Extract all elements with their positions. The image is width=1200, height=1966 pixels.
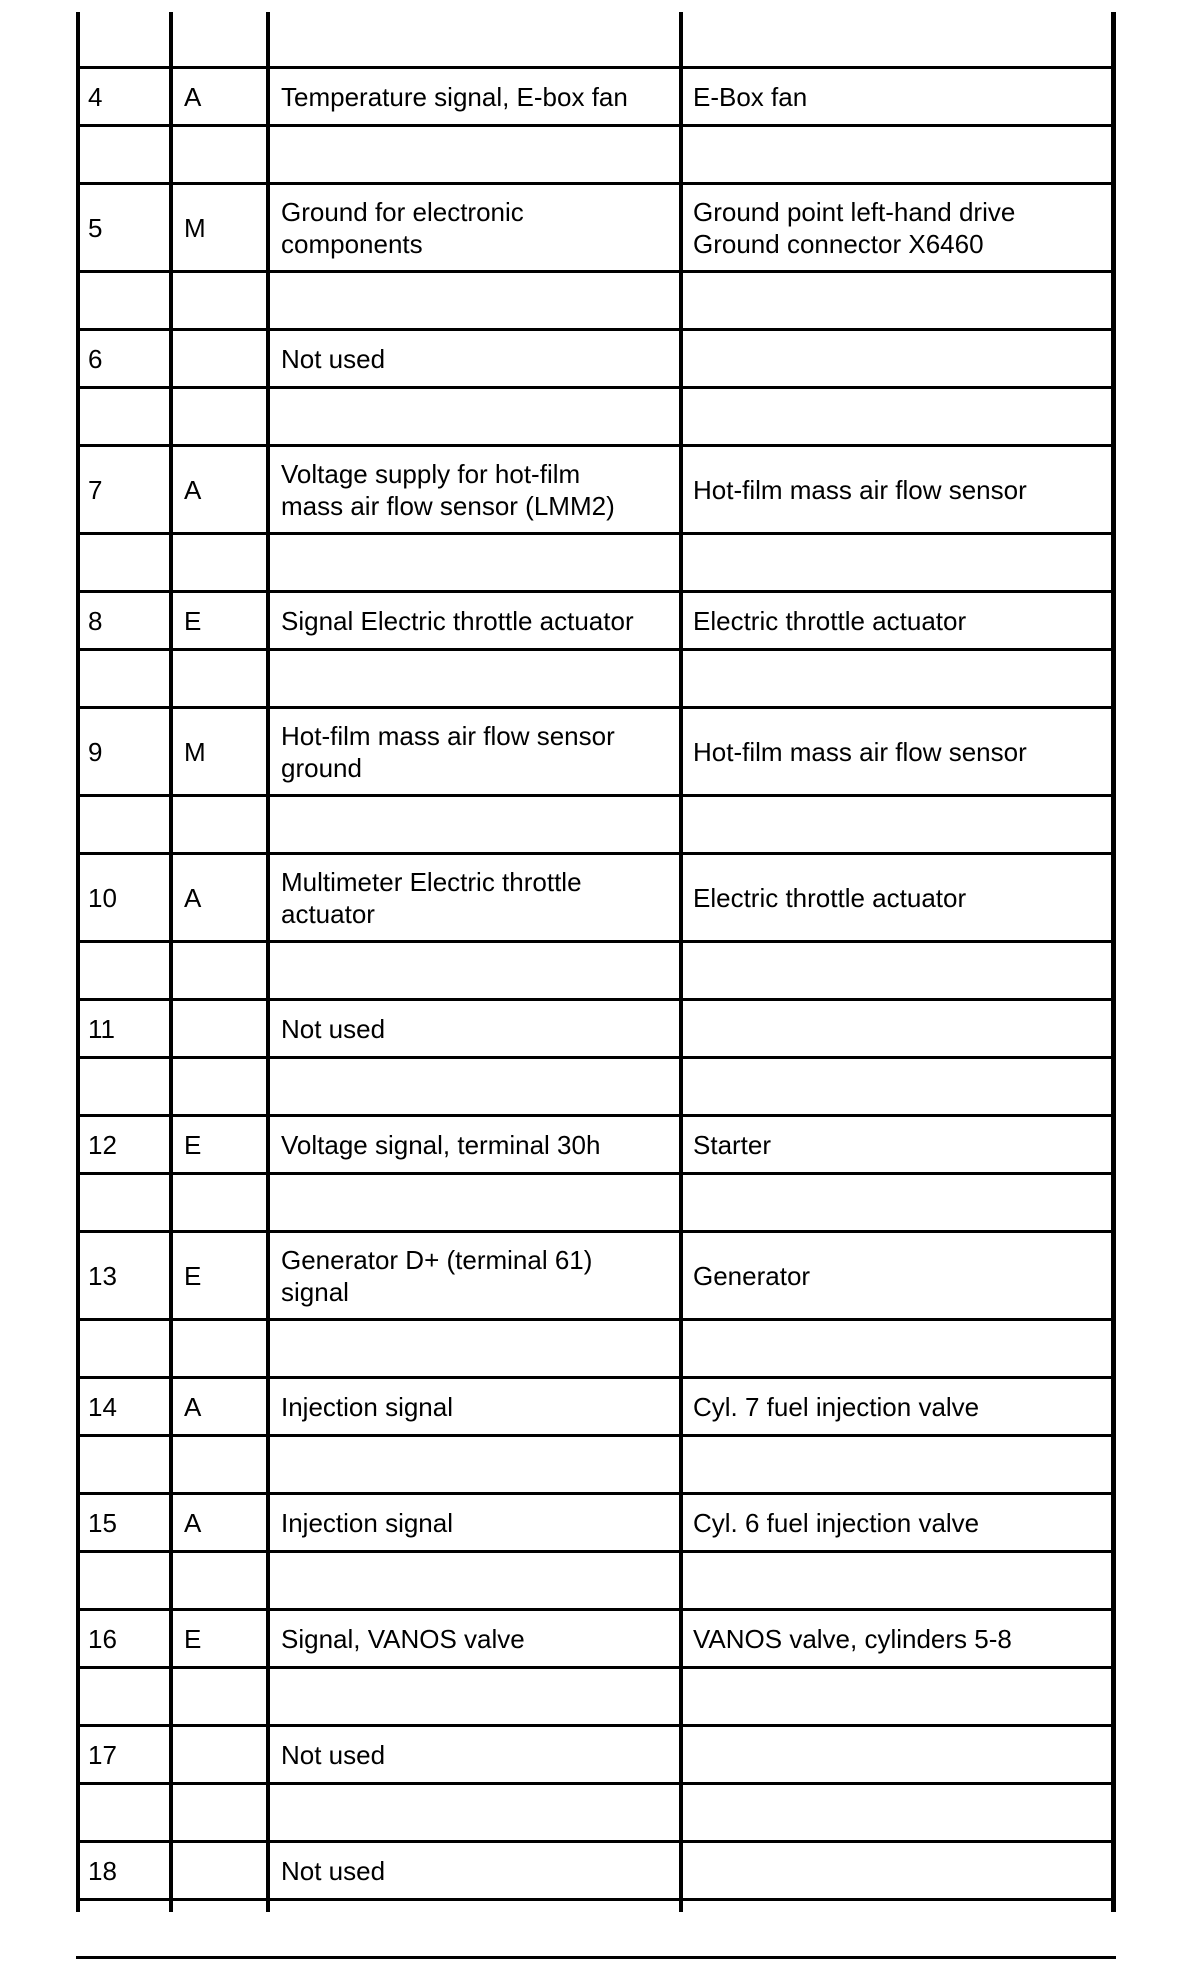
row-border [76, 1230, 1116, 1233]
description-line: Not used [281, 1740, 386, 1770]
pin-number: 17 [88, 1740, 117, 1770]
pin-number: 7 [88, 475, 103, 505]
pin-number: 16 [88, 1624, 117, 1654]
description-cell [281, 458, 615, 522]
row-border [76, 852, 1116, 855]
pin-number-cell [88, 736, 102, 768]
pin-number-cell [88, 1739, 117, 1771]
pin-number-cell [88, 343, 102, 375]
component-line: Cyl. 7 fuel injection valve [693, 1392, 980, 1422]
signal-type-cell [184, 81, 201, 113]
description-cell [281, 1739, 385, 1771]
pin-number-cell [88, 882, 117, 914]
row-border [76, 182, 1116, 185]
pin-number-cell [88, 1013, 115, 1045]
row-border [76, 590, 1116, 593]
signal-type-cell [184, 212, 206, 244]
column-divider-description-component [679, 12, 683, 1912]
signal-type: A [184, 1392, 202, 1422]
row-border [76, 1666, 1116, 1669]
row-border [76, 998, 1116, 1001]
pin-number-cell [88, 474, 102, 506]
signal-type: A [184, 1508, 202, 1538]
component-cell [693, 736, 1027, 768]
description-line: Injection signal [281, 1392, 453, 1422]
signal-type-cell [184, 1507, 201, 1539]
row-border [76, 124, 1116, 127]
description-cell [281, 1855, 385, 1887]
component-cell [693, 1391, 979, 1423]
signal-type-cell [184, 1391, 201, 1423]
row-border [76, 1434, 1116, 1437]
pin-number: 8 [88, 606, 103, 636]
row-border [76, 1724, 1116, 1727]
description-line: actuator [281, 899, 375, 929]
description-cell [281, 605, 634, 637]
description-line: Voltage supply for hot-film [281, 459, 581, 489]
pin-number-cell [88, 1507, 117, 1539]
row-border [76, 1782, 1116, 1785]
signal-type-cell [184, 605, 201, 637]
description-line: Temperature signal, E-box fan [281, 82, 628, 112]
pin-number-cell [88, 1260, 117, 1292]
pin-number-cell [88, 1623, 117, 1655]
column-divider-pin-type [169, 12, 173, 1912]
row-border [76, 1898, 1116, 1901]
signal-type-cell [184, 1129, 201, 1161]
pin-number-cell [88, 81, 102, 113]
component-cell [693, 81, 807, 113]
pin-number-cell [88, 1391, 117, 1423]
pin-number-cell [88, 1129, 117, 1161]
component-line: VANOS valve, cylinders 5-8 [693, 1624, 1012, 1654]
row-border [76, 1840, 1116, 1843]
row-border [76, 706, 1116, 709]
row-border [76, 1608, 1116, 1611]
row-border [76, 1550, 1116, 1553]
component-line: Starter [693, 1130, 772, 1160]
pin-number: 4 [88, 82, 103, 112]
row-border [76, 1956, 1116, 1959]
pin-number: 15 [88, 1508, 117, 1538]
description-cell [281, 1013, 385, 1045]
description-line: Not used [281, 1014, 386, 1044]
component-cell [693, 1623, 1012, 1655]
pin-number: 14 [88, 1392, 117, 1422]
component-cell [693, 605, 966, 637]
pin-number-cell [88, 1855, 117, 1887]
row-border [76, 1492, 1116, 1495]
row-border [76, 648, 1116, 651]
pin-number: 5 [88, 213, 103, 243]
row-border [76, 444, 1116, 447]
description-line: Not used [281, 1856, 386, 1886]
component-line: Ground connector X6460 [693, 229, 984, 259]
signal-type-cell [184, 882, 201, 914]
description-cell [281, 720, 615, 784]
description-line: Voltage signal, terminal 30h [281, 1130, 601, 1160]
description-cell [281, 1244, 592, 1308]
row-border [76, 66, 1116, 69]
description-cell [281, 81, 628, 113]
component-cell [693, 882, 966, 914]
signal-type: M [184, 737, 206, 767]
component-cell [693, 474, 1027, 506]
pin-number-cell [88, 212, 102, 244]
component-line: Ground point left-hand drive [693, 197, 1016, 227]
signal-type: E [184, 1130, 202, 1160]
row-border [76, 1376, 1116, 1379]
component-line: Hot-film mass air flow sensor [693, 475, 1027, 505]
description-cell [281, 1507, 453, 1539]
signal-type-cell [184, 474, 201, 506]
description-cell [281, 1391, 453, 1423]
pin-number: 6 [88, 344, 103, 374]
description-cell [281, 196, 524, 260]
description-cell [281, 1623, 525, 1655]
description-line: Generator D+ (terminal 61) [281, 1245, 593, 1275]
signal-type: E [184, 1624, 202, 1654]
description-line: Injection signal [281, 1508, 453, 1538]
description-line: mass air flow sensor (LMM2) [281, 491, 615, 521]
pin-number: 10 [88, 883, 117, 913]
signal-type: E [184, 1261, 202, 1291]
pin-number-cell [88, 605, 102, 637]
description-cell [281, 866, 582, 930]
component-cell [693, 1507, 979, 1539]
signal-type-cell [184, 1623, 201, 1655]
row-border [76, 1318, 1116, 1321]
column-divider-type-description [266, 12, 270, 1912]
signal-type: E [184, 606, 202, 636]
description-cell [281, 1129, 600, 1161]
description-line: Signal Electric throttle actuator [281, 606, 634, 636]
description-cell [281, 343, 385, 375]
component-line: E-Box fan [693, 82, 808, 112]
pin-number: 9 [88, 737, 103, 767]
row-border [76, 940, 1116, 943]
signal-type-cell [184, 736, 206, 768]
component-line: Generator [693, 1261, 811, 1291]
table-border-left [76, 12, 80, 1912]
signal-type: A [184, 883, 202, 913]
row-border [76, 794, 1116, 797]
row-border [76, 1114, 1116, 1117]
description-line: Ground for electronic [281, 197, 524, 227]
row-border [76, 386, 1116, 389]
component-cell [693, 1260, 810, 1292]
signal-type: A [184, 475, 202, 505]
row-border [76, 328, 1116, 331]
component-cell [693, 1129, 771, 1161]
description-line: Multimeter Electric throttle [281, 867, 582, 897]
component-cell [693, 196, 1015, 260]
row-border [76, 532, 1116, 535]
description-line: components [281, 229, 423, 259]
description-line: signal [281, 1277, 349, 1307]
signal-type-cell [184, 1260, 201, 1292]
description-line: Not used [281, 344, 386, 374]
description-line: Signal, VANOS valve [281, 1624, 525, 1654]
description-line: Hot-film mass air flow sensor [281, 721, 615, 751]
description-line: ground [281, 753, 362, 783]
row-border [76, 270, 1116, 273]
pin-number: 12 [88, 1130, 117, 1160]
pin-number: 11 [88, 1014, 115, 1044]
row-border [76, 1056, 1116, 1059]
signal-type: A [184, 82, 202, 112]
pin-number: 13 [88, 1261, 117, 1291]
component-line: Electric throttle actuator [693, 883, 967, 913]
component-line: Cyl. 6 fuel injection valve [693, 1508, 980, 1538]
table-border-right [1111, 12, 1116, 1912]
pin-number: 18 [88, 1856, 117, 1886]
component-line: Hot-film mass air flow sensor [693, 737, 1027, 767]
component-line: Electric throttle actuator [693, 606, 967, 636]
row-border [76, 1172, 1116, 1175]
signal-type: M [184, 213, 206, 243]
